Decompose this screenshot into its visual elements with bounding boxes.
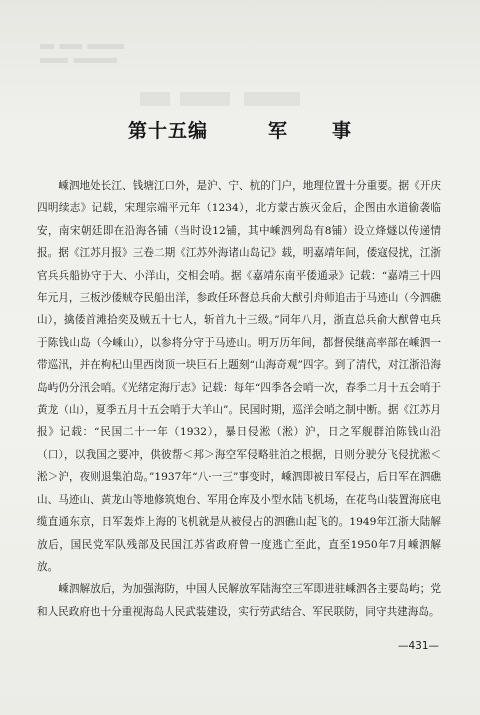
paragraph: 嵊泗解放后，为加强海防，中国人民解放军陆海空三军即进驻嵊泗各主要岛屿；党和人民政府也十分重视海岛人民武装建设，实行劳武结合、军民联防，同守共建海岛。 bbox=[37, 583, 441, 618]
chapter-number: 第十五编 bbox=[127, 120, 208, 142]
chapter-title bbox=[0, 116, 480, 143]
chapter-title-char-2: 事 bbox=[332, 120, 353, 142]
chapter-title-char-1: 军 bbox=[267, 120, 288, 142]
bleed-through-text bbox=[140, 92, 340, 106]
bleed-through-text bbox=[40, 38, 180, 68]
body-text bbox=[37, 175, 441, 623]
page-number: —431— bbox=[398, 640, 440, 652]
paragraph: 嵊泗地处长江、钱塘江口外，是沪、宁、杭的门户，地理位置十分重要。据《开庆四明续志》记载，宋理宗端平元年（1234），北方蒙古族灭金后，企图由水道偷袭临安，南宋朝廷即在沿海各铺（当时设12铺，其中嵊泗列岛有8铺）设立烽燧以传递情报。据《江苏月报》三卷二期《江苏外海诸山岛记》载，明嘉靖年间，倭寇侵扰，江浙官兵兵船协守于大、小洋山，交相会哨。据《嘉靖东南平倭通录》记载：“嘉靖三十四年元月，三板沙倭贼夺民船出洋，参政任环督总兵俞大猷引舟师追击于马迹山（今泗礁山），擒倭首滩拾奕及贼五十七人，斩首九十三级。”同年八月，浙直总兵俞大猷曾屯兵于陈钱山岛（今嵊山），以参将分守于马迹山。明万历年间，都督侯继高率部在嵊泗一带巡汛，并在枸杞山里西岗顶一块巨石上题刻“山海奇观”四字。到了清代，对江浙沿海岛屿仍分汛会哨。《光绪定海厅志》记载：每年“四季各会哨一次，春季二月十五会哨于黄龙（山），夏季五月十五会哨于大羊山”。民国时期，巡洋会哨之制中断。据《江苏月报》记载：“民国二十一年（1932），暴日侵淞（淞）沪，日之军舰群泊陈钱山沿（口），以我国之要冲，供彼帮＜邦＞海空军侵略驻泊之根据，日则分驶分飞侵扰淞＜淞＞沪，夜则退集泊岛。”1937年“八·一三”事变时，嵊泗即被日军侵占，后日军在泗礁山、马迹山、黄龙山等地修筑炮台、军用仓库及小型水陆飞机场，在花鸟山装置海底电缆直通东京，日军轰炸上海的飞机就是从被侵占的泗礁山起飞的。1949年江浙大陆解放后，国民党军队残部及民国江苏省政府曾一度逃亡至此，直至1950年7月嵊泗解放。 bbox=[37, 180, 441, 573]
